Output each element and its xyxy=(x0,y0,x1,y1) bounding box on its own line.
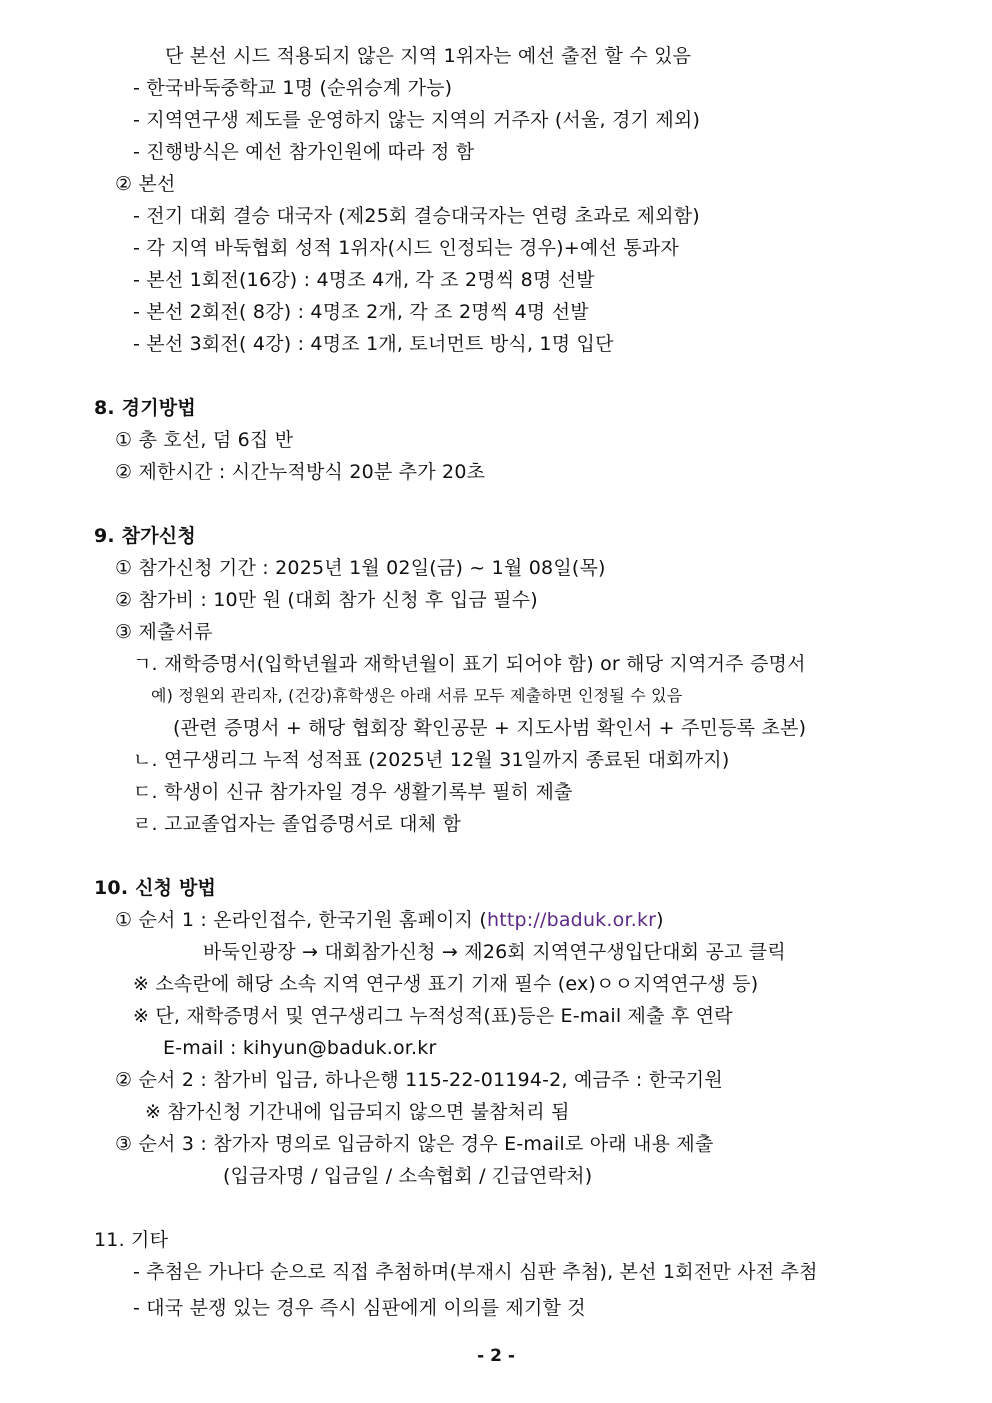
text-line: 예) 정원외 관리자, (건강)휴학생은 아래 서류 모두 제출하면 인정될 수 있음 xyxy=(151,686,683,705)
section-heading: 9. 참가신청 xyxy=(94,525,196,547)
text-line: ※ 참가신청 기간내에 입금되지 않으면 불참처리 됨 xyxy=(145,1101,570,1123)
text-line: (입금자명 / 입금일 / 소속협회 / 긴급연락처) xyxy=(223,1165,593,1187)
text-line: ※ 소속란에 해당 소속 지역 연구생 표기 기재 필수 (ex)ㅇㅇ지역연구생 등) xyxy=(133,973,759,995)
text-segment: ) xyxy=(656,909,664,931)
text-line: ③ 제출서류 xyxy=(115,621,213,643)
section-heading: 8. 경기방법 xyxy=(94,397,196,419)
text-line: ③ 순서 3 : 참가자 명의로 입금하지 않은 경우 E-mail로 아래 내용 제출 xyxy=(115,1133,714,1155)
text-line xyxy=(115,907,664,933)
text-line: - 한국바둑중학교 1명 (순위승계 가능) xyxy=(133,77,453,99)
section-heading: 10. 신청 방법 xyxy=(94,877,217,899)
text-line: - 각 지역 바둑협회 성적 1위자(시드 인정되는 경우)+예선 통과자 xyxy=(133,237,679,259)
text-line: ㄷ. 학생이 신규 참가자일 경우 생활기록부 필히 제출 xyxy=(133,781,573,803)
text-line: ② 제한시간 : 시간누적방식 20분 추가 20초 xyxy=(115,461,486,483)
text-line: - 지역연구생 제도를 운영하지 않는 지역의 거주자 (서울, 경기 제외) xyxy=(133,109,701,131)
text-segment: ① 순서 1 : 온라인접수, 한국기원 홈페이지 ( xyxy=(115,909,487,931)
text-line: - 본선 2회전( 8강) : 4명조 2개, 각 조 2명씩 4명 선발 xyxy=(133,301,589,323)
text-line: - 진행방식은 예선 참가인원에 따라 정 함 xyxy=(133,141,475,163)
text-line: ② 순서 2 : 참가비 입금, 하나은행 115-22-01194-2, 예금주 : 한국기원 xyxy=(115,1069,723,1091)
email-line: E-mail : kihyun@baduk.or.kr xyxy=(163,1037,437,1059)
text-line: - 전기 대회 결승 대국자 (제25회 결승대국자는 연령 초과로 제외함) xyxy=(133,205,700,227)
text-line: ㄱ. 재학증명서(입학년월과 재학년월이 표기 되어야 함) or 해당 지역거주 증명서 xyxy=(133,653,806,675)
text-line: ② 본선 xyxy=(115,173,176,195)
text-line: ① 총 호선, 덤 6집 반 xyxy=(115,429,294,451)
homepage-link[interactable]: http://baduk.or.kr xyxy=(486,909,657,931)
text-line: ① 참가신청 기간 : 2025년 1월 02일(금) ~ 1월 08일(목) xyxy=(115,557,606,579)
text-line: - 본선 3회전( 4강) : 4명조 1개, 토너먼트 방식, 1명 입단 xyxy=(133,333,614,355)
text-line: ㄴ. 연구생리그 누적 성적표 (2025년 12월 31일까지 종료된 대회까지) xyxy=(133,749,730,771)
text-line: - 대국 분쟁 있는 경우 즉시 심판에게 이의를 제기할 것 xyxy=(133,1297,586,1319)
text-line: - 추첨은 가나다 순으로 직접 추첨하며(부재시 심판 추첨), 본선 1회전만 사전 추첨 xyxy=(133,1261,818,1283)
text-line: - 본선 1회전(16강) : 4명조 4개, 각 조 2명씩 8명 선발 xyxy=(133,269,595,291)
text-line: 바둑인광장 → 대회참가신청 → 제26회 지역연구생입단대회 공고 클릭 xyxy=(203,941,786,963)
text-line: ㄹ. 고교졸업자는 졸업증명서로 대체 함 xyxy=(133,813,462,835)
text-line: 단 본선 시드 적용되지 않은 지역 1위자는 예선 출전 할 수 있음 xyxy=(165,45,692,67)
text-line: (관련 증명서 + 해당 협회장 확인공문 + 지도사범 확인서 + 주민등록 초본) xyxy=(173,717,807,739)
section-heading: 11. 기타 xyxy=(94,1229,169,1251)
text-line: ※ 단, 재학증명서 및 연구생리그 누적성적(표)등은 E-mail 제출 후 연락 xyxy=(133,1005,733,1027)
page-number: - 2 - xyxy=(477,1346,515,1366)
text-line: ② 참가비 : 10만 원 (대회 참가 신청 후 입금 필수) xyxy=(115,589,538,611)
